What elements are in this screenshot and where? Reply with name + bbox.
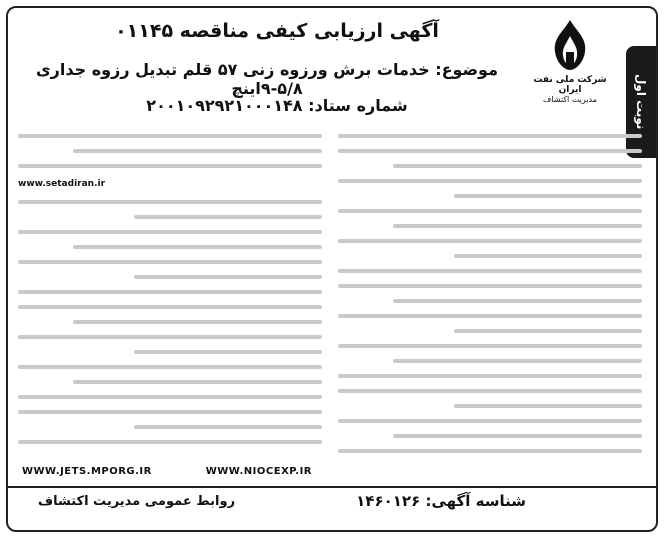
text-line [18,305,322,309]
company-name: شرکت ملی نفت ایران [533,75,607,95]
text-line [73,380,322,384]
text-line [73,149,322,153]
text-line [454,194,642,198]
department-name: مدیریت اکتشاف [542,95,598,104]
text-line [338,419,642,423]
text-line [18,440,322,444]
text-line [18,230,322,234]
text-line [18,134,322,138]
text-line [134,215,322,219]
text-line [338,269,642,273]
footer-divider [8,486,656,488]
text-line [18,410,322,414]
text-line [18,200,322,204]
text-line [338,209,642,213]
text-line [73,320,322,324]
text-line [338,134,642,138]
text-line [338,374,642,378]
text-line [18,290,322,294]
text-line [73,245,322,249]
text-line [338,449,642,453]
text-line [393,299,642,303]
text-line [393,164,642,168]
text-line [454,254,642,258]
footer-signature: روابط عمومی مدیریت اکتشاف [38,494,236,509]
text-line [338,149,642,153]
text-line [454,404,642,408]
niocexp-link[interactable]: WWW.NIOCEXP.IR [205,466,312,477]
text-line [393,224,642,228]
tender-number: شماره ستاد: ۲۰۰۱۰۹۲۹۲۱۰۰۰۱۴۸ [146,96,408,115]
text-line [338,344,642,348]
text-line [134,350,322,354]
notice-title: آگهی ارزیابی کیفی مناقصه ۰۱۱۴۵ [115,20,439,42]
tender-notice [6,6,658,532]
text-line [18,335,322,339]
text-line [338,179,642,183]
text-line [338,284,642,288]
text-line [134,425,322,429]
insertion-tab-label: نوبت اول [634,74,648,130]
notice-subject: موضوع: خدمات برش ورزوه زنی ۵۷ قلم تبدیل رزوه جداری ۵/۸-۹اینچ [36,60,498,98]
text-line [18,164,322,168]
text-line [338,239,642,243]
website-links [22,466,312,482]
text-line [454,329,642,333]
text-line [18,260,322,264]
text-line [134,275,322,279]
text-line [338,389,642,393]
setad-link[interactable]: www.setadiran.ir [18,179,106,189]
text-line [393,434,642,438]
text-line [393,359,642,363]
text-line [338,314,642,318]
nioc-flame-logo-icon [547,18,593,72]
jets-link[interactable]: WWW.JETS.MPORG.IR [22,466,152,477]
text-line [18,395,322,399]
text-line [18,365,322,369]
company-logo [522,18,618,104]
ad-id: شناسه آگهی: ۱۴۶۰۱۲۶ [356,492,526,510]
body-column-right [338,134,642,460]
body-column-left [18,134,322,460]
